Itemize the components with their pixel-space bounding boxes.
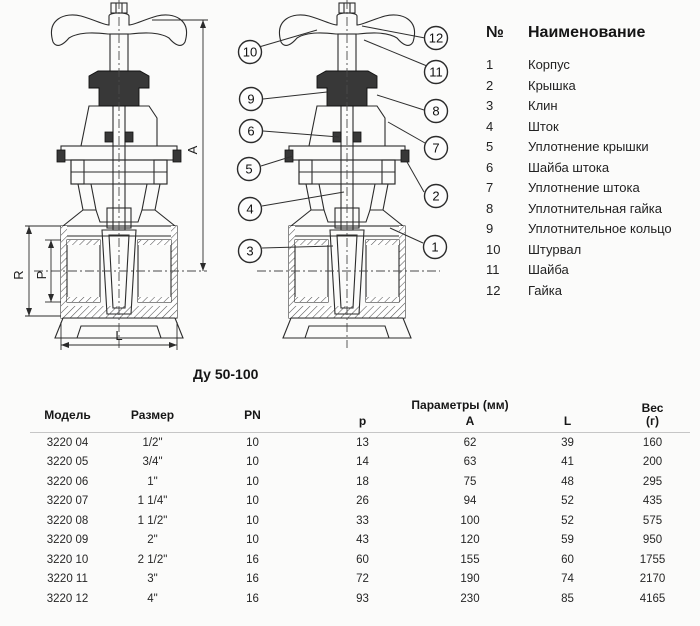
table-row bbox=[30, 492, 690, 512]
parts-list bbox=[486, 24, 698, 301]
cell-pn: 10 bbox=[246, 495, 259, 508]
size-range-label: Ду 50-100 bbox=[193, 366, 259, 382]
callout-8 bbox=[425, 100, 448, 123]
table-row bbox=[30, 550, 690, 570]
cell-size: 2 1/2" bbox=[137, 553, 168, 566]
parts-list-header bbox=[486, 24, 698, 42]
table-row bbox=[30, 433, 690, 453]
cell-l: 52 bbox=[561, 495, 574, 508]
part-name: Уплотнительная гайка bbox=[528, 200, 662, 216]
svg-text:7: 7 bbox=[432, 140, 440, 156]
part-no: 3 bbox=[486, 98, 494, 113]
cell-model: 3220 07 bbox=[46, 495, 89, 508]
cell-l: 85 bbox=[561, 592, 574, 605]
cell-weight: 1755 bbox=[639, 553, 666, 566]
parts-item bbox=[486, 178, 698, 199]
part-no: 4 bbox=[486, 118, 494, 134]
cell-a: 94 bbox=[463, 495, 477, 508]
col-weight bbox=[615, 397, 690, 433]
cell-p: 13 bbox=[356, 436, 369, 449]
cell-weight: 160 bbox=[642, 436, 663, 449]
part-no: 1 bbox=[486, 57, 494, 72]
table-row bbox=[30, 570, 690, 590]
cell-p: 60 bbox=[356, 553, 369, 566]
cell-a: 100 bbox=[460, 514, 480, 527]
cell-pn: 10 bbox=[246, 514, 259, 527]
col-a: A bbox=[465, 414, 475, 428]
part-name: Уплотнение штока bbox=[528, 180, 640, 195]
col-params: Параметры (мм) bbox=[411, 398, 509, 412]
callout-leaders bbox=[259, 26, 427, 248]
col-pn: PN bbox=[244, 407, 261, 422]
cell-pn: 10 bbox=[246, 534, 259, 547]
callout-12 bbox=[425, 27, 448, 50]
col-p: p bbox=[358, 414, 367, 428]
parts-item bbox=[486, 260, 698, 281]
cell-l: 41 bbox=[561, 456, 574, 469]
callout-1 bbox=[424, 236, 447, 259]
cell-pn: 16 bbox=[246, 573, 259, 586]
valve-section-view-callouts bbox=[238, 0, 448, 348]
dim-label-a: A bbox=[185, 145, 200, 155]
part-no: 5 bbox=[486, 139, 494, 154]
cell-l: 60 bbox=[561, 553, 574, 566]
cell-p: 43 bbox=[356, 534, 369, 547]
part-no: 2 bbox=[486, 77, 494, 93]
cell-model: 3220 10 bbox=[46, 553, 89, 566]
parts-item bbox=[486, 219, 698, 240]
cell-l: 39 bbox=[561, 436, 574, 449]
cell-pn: 16 bbox=[246, 592, 259, 605]
callout-11 bbox=[425, 61, 448, 84]
cell-a: 63 bbox=[463, 456, 477, 469]
svg-text:10: 10 bbox=[242, 44, 258, 60]
cell-weight: 950 bbox=[642, 534, 663, 547]
callout-9 bbox=[240, 88, 263, 111]
part-name: Шайба штока bbox=[528, 159, 610, 175]
spec-table-header bbox=[30, 397, 690, 433]
svg-text:3: 3 bbox=[246, 243, 254, 259]
part-no: 8 bbox=[486, 200, 494, 216]
cell-l: 48 bbox=[561, 475, 574, 488]
cell-p: 18 bbox=[356, 475, 369, 488]
col-weight-line2: (г) bbox=[646, 413, 660, 428]
cell-size: 3" bbox=[147, 573, 158, 586]
callout-5 bbox=[238, 158, 261, 181]
callout-10 bbox=[239, 41, 262, 64]
svg-text:6: 6 bbox=[247, 123, 255, 139]
col-l: L bbox=[563, 414, 572, 428]
cell-weight: 295 bbox=[642, 475, 663, 488]
cell-model: 3220 04 bbox=[46, 436, 89, 449]
callout-2 bbox=[425, 185, 448, 208]
cell-a: 62 bbox=[463, 436, 477, 449]
cell-l: 74 bbox=[561, 573, 574, 586]
part-no: 6 bbox=[486, 159, 494, 175]
part-no: 12 bbox=[486, 282, 501, 298]
gate-valve-drawings bbox=[0, 0, 470, 365]
cell-a: 230 bbox=[460, 592, 480, 605]
parts-item bbox=[486, 137, 698, 158]
col-model: Модель bbox=[44, 407, 91, 422]
cell-weight: 4165 bbox=[639, 592, 666, 605]
svg-text:2: 2 bbox=[432, 188, 440, 204]
cell-pn: 10 bbox=[246, 456, 259, 469]
cell-a: 190 bbox=[460, 573, 480, 586]
table-row bbox=[30, 589, 690, 609]
table-row bbox=[30, 453, 690, 473]
callout-3 bbox=[239, 240, 262, 263]
parts-item bbox=[486, 117, 698, 138]
cell-model: 3220 09 bbox=[46, 534, 89, 547]
part-no: 11 bbox=[486, 262, 500, 277]
dim-label-r: R bbox=[11, 270, 26, 280]
cell-size: 1 1/2" bbox=[137, 514, 168, 527]
callout-7 bbox=[425, 137, 448, 160]
callout-6 bbox=[240, 120, 263, 143]
table-row bbox=[30, 531, 690, 551]
part-no: 7 bbox=[486, 180, 494, 195]
cell-a: 75 bbox=[463, 475, 477, 488]
cell-weight: 435 bbox=[642, 495, 663, 508]
part-name: Штурвал bbox=[528, 241, 582, 257]
svg-text:5: 5 bbox=[245, 161, 253, 177]
col-size: Размер bbox=[130, 407, 175, 422]
cell-pn: 10 bbox=[246, 475, 259, 488]
part-no: 9 bbox=[486, 221, 494, 236]
part-name: Гайка bbox=[528, 282, 563, 298]
cell-p: 14 bbox=[356, 456, 369, 469]
svg-text:1: 1 bbox=[431, 239, 439, 255]
cell-weight: 200 bbox=[642, 456, 663, 469]
parts-item bbox=[486, 240, 698, 261]
col-weight-line1: Вес bbox=[641, 400, 664, 415]
table-row bbox=[30, 472, 690, 492]
part-name: Шайба bbox=[528, 262, 569, 277]
cell-model: 3220 05 bbox=[46, 456, 89, 469]
cell-size: 4" bbox=[147, 592, 158, 605]
part-no: 10 bbox=[486, 241, 501, 257]
cell-pn: 16 bbox=[246, 553, 259, 566]
dim-label-p: P bbox=[34, 270, 49, 280]
cell-pn: 10 bbox=[246, 436, 259, 449]
cell-a: 155 bbox=[460, 553, 480, 566]
parts-item bbox=[486, 96, 698, 117]
cell-p: 33 bbox=[356, 514, 369, 527]
callout-4 bbox=[239, 198, 262, 221]
dim-label-l: L bbox=[115, 328, 123, 343]
cell-size: 3/4" bbox=[142, 456, 163, 469]
part-name: Уплотнительное кольцо bbox=[528, 221, 672, 236]
parts-item bbox=[486, 281, 698, 302]
part-name: Шток bbox=[528, 118, 559, 134]
cell-l: 52 bbox=[561, 514, 574, 527]
cell-model: 3220 12 bbox=[46, 592, 89, 605]
cell-weight: 575 bbox=[642, 514, 663, 527]
cell-size: 1 1/4" bbox=[137, 495, 168, 508]
cell-model: 3220 11 bbox=[47, 573, 88, 586]
part-name: Крышка bbox=[528, 77, 576, 93]
svg-text:4: 4 bbox=[246, 201, 254, 217]
svg-text:9: 9 bbox=[247, 91, 255, 107]
parts-item bbox=[486, 55, 698, 76]
cell-model: 3220 06 bbox=[46, 475, 89, 488]
parts-col-no: № bbox=[486, 24, 504, 41]
cell-a: 120 bbox=[460, 534, 480, 547]
parts-item bbox=[486, 158, 698, 179]
cell-size: 2" bbox=[147, 534, 158, 547]
parts-item bbox=[486, 76, 698, 97]
part-name: Уплотнение крышки bbox=[528, 139, 649, 154]
parts-col-name: Наименование bbox=[528, 24, 646, 41]
cell-weight: 2170 bbox=[639, 573, 666, 586]
cell-p: 26 bbox=[356, 495, 369, 508]
svg-text:11: 11 bbox=[429, 64, 443, 80]
svg-text:8: 8 bbox=[432, 103, 440, 119]
cell-p: 93 bbox=[356, 592, 369, 605]
svg-text:12: 12 bbox=[428, 30, 444, 46]
part-name: Корпус bbox=[528, 57, 570, 72]
spec-table bbox=[30, 397, 690, 609]
cell-size: 1" bbox=[147, 475, 158, 488]
parts-item bbox=[486, 199, 698, 220]
valve-section-view-dimensioned bbox=[11, 0, 208, 350]
cell-model: 3220 08 bbox=[46, 514, 89, 527]
part-name: Клин bbox=[528, 98, 558, 113]
cell-l: 59 bbox=[561, 534, 574, 547]
cell-p: 72 bbox=[356, 573, 369, 586]
table-row bbox=[30, 511, 690, 531]
cell-size: 1/2" bbox=[142, 436, 163, 449]
